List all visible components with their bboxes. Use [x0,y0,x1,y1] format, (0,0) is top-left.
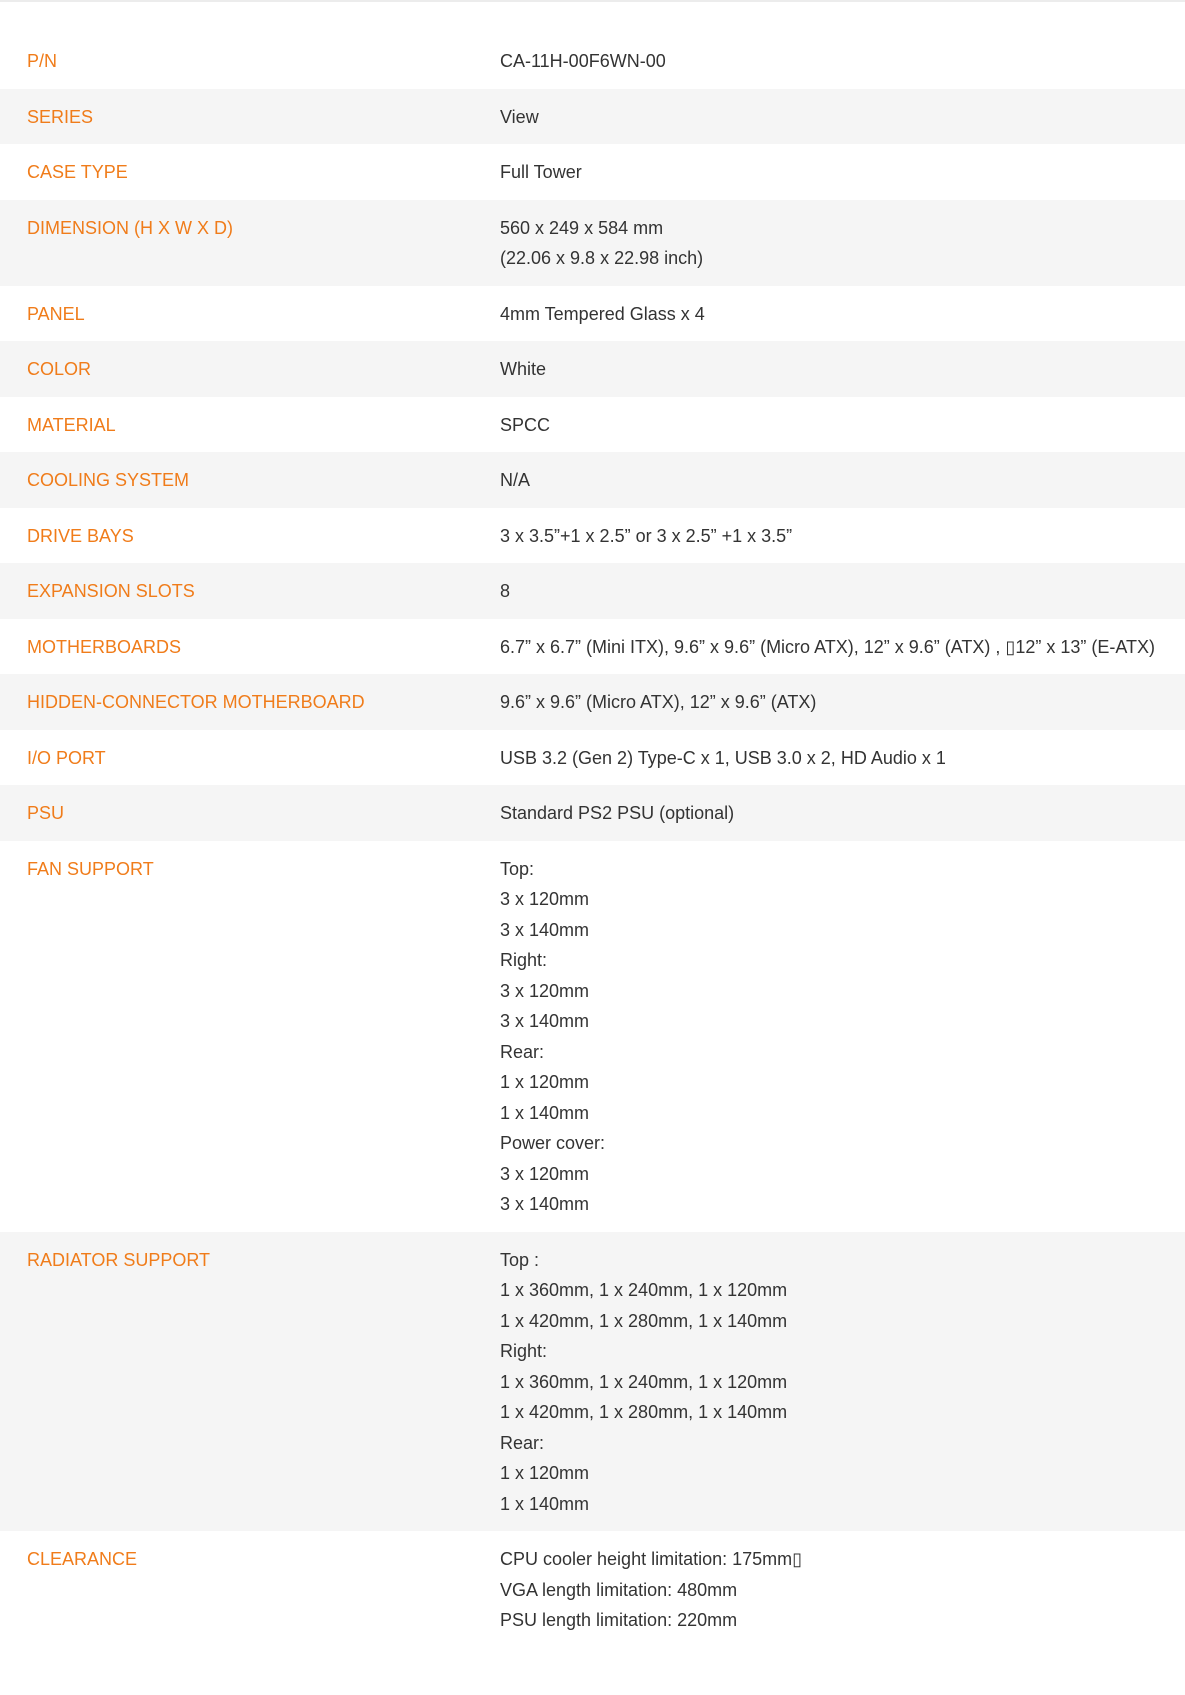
spec-value-line: 560 x 249 x 584 mm [500,217,664,238]
spec-value-line: 1 x 140mm [500,1493,590,1514]
spec-value-line: USB 3.2 (Gen 2) Type-C x 1, USB 3.0 x 2, HD Audio x 1 [500,747,946,768]
spec-row [0,452,1185,508]
spec-label: RADIATOR SUPPORT [27,1249,211,1270]
spec-label: CASE TYPE [27,162,128,182]
spec-label: P/N [27,51,58,71]
spec-value-line: 1 x 360mm, 1 x 240mm, 1 x 120mm [500,1371,788,1392]
spec-value-line: VGA length limitation: 480mm [500,1579,738,1600]
spec-row [0,841,1185,1232]
spec-value [500,102,1185,133]
spec-value [500,410,1185,441]
spec-value [500,46,1185,77]
spec-value [500,743,1185,774]
spec-value [500,576,1185,607]
spec-value-line: SPCC [500,414,551,435]
spec-value-line: Top : [500,1249,540,1270]
spec-label: DRIVE BAYS [27,525,134,546]
spec-value [500,854,1185,1220]
spec-value [500,521,1185,552]
spec-value [500,798,1185,829]
spec-value-line: CPU cooler height limitation: 175mm▯ [500,1549,803,1569]
spec-value [500,632,1185,663]
spec-value [500,213,1185,274]
spec-value-line: Full Tower [500,162,582,182]
spec-value-line: Right: [500,950,548,970]
spec-value-line: CA-11H-00F6WN-00 [500,51,666,71]
spec-value [500,157,1185,188]
spec-value-line: White [500,359,547,379]
spec-row [0,730,1185,786]
spec-row [0,785,1185,841]
spec-value-line: View [500,106,539,127]
spec-value-line: 3 x 120mm [500,980,590,1001]
spec-label: MATERIAL [27,414,116,435]
spec-row [0,200,1185,286]
spec-value [500,465,1185,496]
spec-label: MOTHERBOARDS [27,636,182,657]
spec-label: CLEARANCE [27,1549,138,1569]
spec-label: COOLING SYSTEM [27,470,190,490]
spec-value-line: 6.7” x 6.7” (Mini ITX), 9.6” x 9.6” (Micro ATX), 12” x 9.6” (ATX) , ▯12” x 13” (E-ATX) [500,636,1156,657]
spec-value [500,687,1185,718]
spec-label: EXPANSION SLOTS [27,581,195,601]
spec-value-line: 1 x 420mm, 1 x 280mm, 1 x 140mm [500,1402,788,1422]
spec-label: SERIES [27,106,94,127]
spec-value-line: Rear: [500,1041,545,1062]
spec-value-line: 3 x 120mm [500,889,590,909]
spec-value-line: N/A [500,470,531,490]
spec-row [0,341,1185,397]
spec-value-line: 3 x 140mm [500,919,590,940]
spec-row [0,1232,1185,1532]
spec-value-line: 3 x 120mm [500,1163,590,1184]
spec-value-line: Right: [500,1341,548,1361]
top-divider [0,0,1185,2]
spec-value-line: 9.6” x 9.6” (Micro ATX), 12” x 9.6” (ATX) [500,692,817,712]
spec-row [0,89,1185,145]
spec-value-line: Top: [500,858,535,879]
spec-row [0,33,1185,89]
spec-value-line: (22.06 x 9.8 x 22.98 inch) [500,248,704,268]
spec-value-line: 1 x 420mm, 1 x 280mm, 1 x 140mm [500,1310,788,1331]
spec-row [0,563,1185,619]
spec-row [0,286,1185,342]
spec-value-line: Power cover: [500,1133,606,1153]
spec-value-line: 1 x 120mm [500,1463,590,1483]
spec-value [500,354,1185,385]
spec-value-line: PSU length limitation: 220mm [500,1610,738,1630]
spec-value-line: 3 x 3.5”+1 x 2.5” or 3 x 2.5” +1 x 3.5” [500,525,793,546]
spec-label: PANEL [27,303,85,324]
spec-value-line: 3 x 140mm [500,1194,590,1214]
spec-label: PSU [27,803,65,823]
spec-value [500,1544,1185,1636]
spec-label: COLOR [27,359,92,379]
spec-value-line: 8 [500,581,511,601]
spec-row [0,144,1185,200]
spec-table [0,33,1185,1648]
spec-row [0,619,1185,675]
spec-value-line: 4mm Tempered Glass x 4 [500,303,705,324]
spec-value-line: 1 x 120mm [500,1072,590,1092]
spec-label: I/O PORT [27,747,106,768]
spec-value-line: 1 x 360mm, 1 x 240mm, 1 x 120mm [500,1280,788,1300]
spec-row [0,508,1185,564]
spec-value-line: 1 x 140mm [500,1102,590,1123]
spec-value-line: Rear: [500,1432,545,1453]
spec-value-line: Standard PS2 PSU (optional) [500,803,735,823]
spec-label: HIDDEN-CONNECTOR MOTHERBOARD [27,692,365,712]
spec-row [0,1531,1185,1648]
spec-value [500,1245,1185,1520]
spec-label: DIMENSION (H X W X D) [27,217,233,238]
spec-row [0,397,1185,453]
spec-value-line: 3 x 140mm [500,1011,590,1031]
spec-value [500,299,1185,330]
spec-row [0,674,1185,730]
spec-label: FAN SUPPORT [27,858,154,879]
